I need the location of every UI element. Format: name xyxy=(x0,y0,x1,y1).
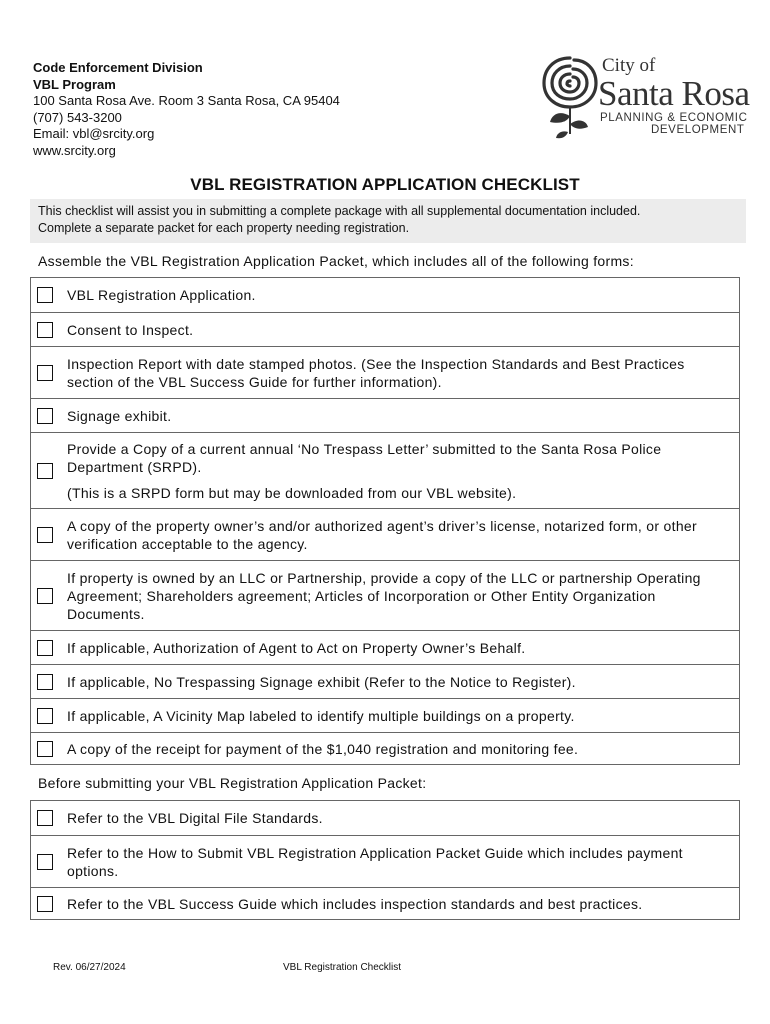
section1-label: Assemble the VBL Registration Application Packet, which includes all of the following forms: xyxy=(38,253,634,269)
checklist-item-text: If applicable, No Trespassing Signage exhibit (Refer to the Notice to Register). xyxy=(67,673,576,690)
checklist-item-text: A copy of the property owner’s and/or authorized agent’s driver’s license, notarized form, or other verification acceptable to the agency. xyxy=(67,517,697,552)
checkbox[interactable] xyxy=(37,810,53,826)
checklist-item-text: Refer to the VBL Digital File Standards. xyxy=(67,810,323,826)
division-name: Code Enforcement Division xyxy=(33,60,203,75)
checkbox[interactable] xyxy=(37,588,53,604)
document-name: VBL Registration Checklist xyxy=(283,962,402,973)
checklist-row xyxy=(31,664,739,698)
phone: (707) 543-3200 xyxy=(33,109,122,125)
checklist-item-text: VBL Registration Application. xyxy=(67,287,256,303)
checklist-item-text xyxy=(67,440,739,502)
section2-checklist xyxy=(30,800,740,920)
checkbox[interactable] xyxy=(37,287,53,303)
checklist-item-text: If applicable, A Vicinity Map labeled to identify multiple buildings on a property. xyxy=(67,707,575,724)
checkbox[interactable] xyxy=(37,322,53,338)
checklist-row xyxy=(31,432,739,508)
checklist-row xyxy=(31,278,739,312)
checkbox[interactable] xyxy=(37,527,53,543)
checkbox[interactable] xyxy=(37,674,53,690)
email: Email: vbl@srcity.org xyxy=(33,126,155,141)
contact-header xyxy=(33,60,340,159)
checklist-item-text: A copy of the receipt for payment of the $1,040 registration and monitoring fee. xyxy=(67,740,579,757)
checklist-item-text: Refer to the VBL Success Guide which includes inspection standards and best practices. xyxy=(67,895,643,912)
checklist-row xyxy=(31,630,739,664)
checklist-row xyxy=(31,346,739,398)
checklist-item-text: Refer to the How to Submit VBL Registration Application Packet Guide which includes payment options. xyxy=(67,844,683,879)
checklist-item-note: (This is a SRPD form but may be downloaded from our VBL website). xyxy=(67,484,517,501)
checklist-row xyxy=(31,560,739,630)
checkbox[interactable] xyxy=(37,896,53,912)
checkbox[interactable] xyxy=(37,408,53,424)
checklist-row xyxy=(31,698,739,732)
logo-city-of: City of xyxy=(602,55,656,76)
checklist-item-text: Inspection Report with date stamped photos. (See the Inspection Standards and Best Practices section of the VBL Success Guide for further information). xyxy=(67,355,685,390)
checkbox[interactable] xyxy=(37,640,53,656)
intro-note xyxy=(30,199,746,243)
checklist-row xyxy=(31,312,739,346)
checklist-item-text: Consent to Inspect. xyxy=(67,321,194,338)
city-logo xyxy=(540,52,750,142)
section1-checklist xyxy=(30,277,740,765)
address: 100 Santa Rosa Ave. Room 3 Santa Rosa, CA 95404 xyxy=(33,93,340,108)
checklist-row xyxy=(31,887,739,919)
checklist-row xyxy=(31,801,739,835)
checklist-item-main: Provide a Copy of a current annual ‘No Trespass Letter’ submitted to the Santa Rosa Police Department (SRPD). xyxy=(67,440,662,475)
logo-city-name: Santa Rosa xyxy=(598,74,750,113)
checklist-row xyxy=(31,835,739,887)
website: www.srcity.org xyxy=(33,142,116,158)
checkbox[interactable] xyxy=(37,708,53,724)
section2-label: Before submitting your VBL Registration Application Packet: xyxy=(38,775,427,791)
checklist-item-text: Signage exhibit. xyxy=(67,407,172,424)
logo-department-line2: DEVELOPMENT xyxy=(651,124,745,136)
checklist-row xyxy=(31,732,739,764)
intro-line: This checklist will assist you in submitting a complete package with all supplemental documentation included. xyxy=(38,204,641,218)
rose-icon xyxy=(540,52,600,142)
revision-date: Rev. 06/27/2024 xyxy=(53,962,126,973)
checkbox[interactable] xyxy=(37,463,53,479)
checkbox[interactable] xyxy=(37,854,53,870)
program-name: VBL Program xyxy=(33,76,116,92)
checklist-item-text: If applicable, Authorization of Agent to Act on Property Owner’s Behalf. xyxy=(67,639,526,656)
checklist-item-text: If property is owned by an LLC or Partnership, provide a copy of the LLC or partnership Operating Agreement; Shareholders agreement; Articles of Incorporation or Other Entity Organization Documents. xyxy=(67,569,701,622)
page-title: VBL REGISTRATION APPLICATION CHECKLIST xyxy=(190,175,580,194)
checkbox[interactable] xyxy=(37,365,53,381)
intro-line: Complete a separate packet for each property needing registration. xyxy=(38,221,410,235)
logo-department-line1: PLANNING & ECONOMIC xyxy=(600,112,748,124)
checkbox[interactable] xyxy=(37,741,53,757)
checklist-row xyxy=(31,398,739,432)
checklist-row xyxy=(31,508,739,560)
